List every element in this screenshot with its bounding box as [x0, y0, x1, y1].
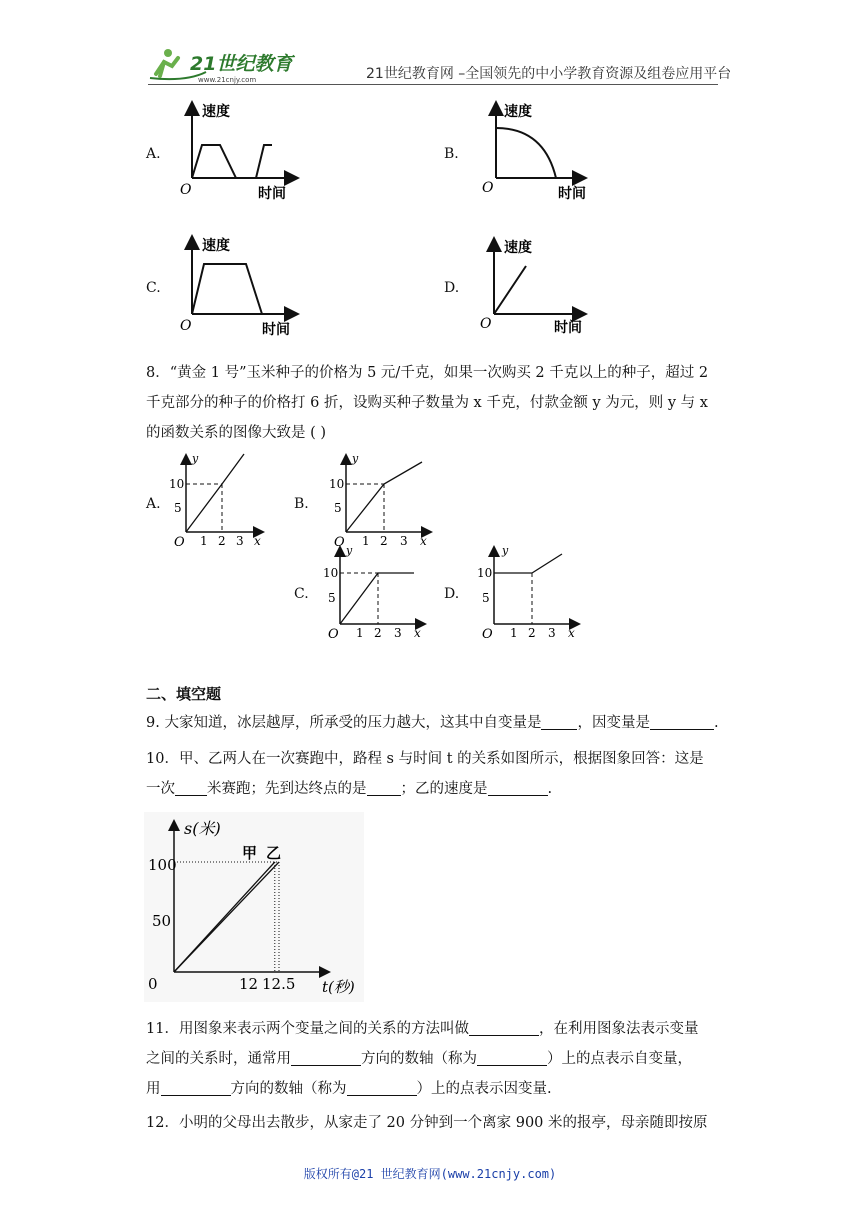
xtick-1: 1 — [362, 534, 370, 548]
q7-option-b-label: B. — [444, 146, 459, 162]
logo-text: 21世纪教育 — [190, 53, 293, 75]
xtick-2: 2 — [374, 626, 382, 640]
q9-question — [146, 708, 726, 738]
origin-label: O — [482, 627, 493, 640]
logo-url: www.21cnjy.com — [198, 76, 257, 84]
q11-line-2 — [146, 1044, 726, 1074]
section-title: 二、填空题 — [146, 685, 222, 703]
q8-line-3: 的函数关系的图像大致是 ( ) — [146, 425, 327, 441]
origin-label: O — [334, 535, 345, 548]
copyright-footer: 版权所有@21 世纪教育网(www.21cnjy.com) — [303, 1167, 557, 1181]
x-label: 时间 — [258, 186, 286, 202]
q10-line-1: 10．甲、乙两人在一次赛跑中，路程 s 与时间 t 的关系如图所示，根据图象回答：这是 — [146, 751, 704, 767]
ytick-5: 5 — [328, 591, 336, 605]
q10-text-b: 米赛跑；先到达终点的是 — [207, 781, 367, 797]
xtick-12-5: 12.5 — [262, 975, 296, 993]
header-divider — [148, 84, 718, 85]
q10-text-a: 一次 — [146, 781, 175, 797]
q11-text-a: 11．用图象来表示两个变量之间的关系的方法叫做 — [146, 1021, 469, 1037]
x-label: x — [414, 626, 421, 640]
speed-curve — [192, 264, 262, 314]
q7-graph-c — [176, 234, 316, 339]
y-label: 速度 — [504, 240, 532, 256]
q8-graph-c — [320, 544, 430, 640]
q10-text-c: ；乙的速度是 — [400, 781, 488, 797]
x-label: 时间 — [262, 322, 290, 338]
q11-line-3 — [146, 1074, 726, 1104]
q10-line-2 — [146, 774, 726, 804]
q8-graph-d — [474, 544, 584, 640]
q8-graph-a — [166, 452, 276, 548]
q9-text-b: ，因变量是 — [577, 715, 650, 731]
q7-option-d-label: D. — [444, 280, 460, 296]
speed-curve — [192, 145, 272, 178]
q10-text-d: . — [547, 781, 553, 797]
y-label: y — [352, 452, 359, 465]
q11-blank-4 — [161, 1079, 231, 1096]
q8-option-c-label: C. — [294, 586, 309, 602]
xtick-1: 1 — [200, 534, 208, 548]
q10-blank-3 — [488, 779, 548, 796]
series-label-jia: 甲 — [242, 844, 258, 862]
ytick-5: 5 — [334, 501, 342, 515]
q7-graph-a — [176, 100, 316, 205]
y-label: y — [346, 544, 353, 557]
q11-text-b: ，在利用图象法表示变量 — [538, 1021, 699, 1037]
q7-option-a-label: A. — [146, 146, 161, 162]
q8-option-a-label: A. — [146, 496, 161, 512]
q11-text-f: 用 — [146, 1081, 161, 1097]
q8-graph-b — [326, 452, 436, 548]
xtick-3: 3 — [236, 534, 244, 548]
y-label: 速度 — [202, 104, 230, 120]
q10-question — [146, 744, 726, 804]
x-axis-label: t(秒) — [322, 978, 355, 996]
y-label: y — [192, 452, 199, 465]
x-label: 时间 — [558, 186, 586, 202]
function-line — [186, 454, 244, 532]
x-label: x — [568, 626, 575, 640]
q7-graph-d — [474, 234, 614, 339]
q11-text-c: 之间的关系时，通常用 — [146, 1051, 291, 1067]
x-label: x — [420, 534, 427, 548]
xtick-3: 3 — [394, 626, 402, 640]
q9-blank-1 — [541, 713, 577, 730]
ytick-10: 10 — [323, 566, 339, 580]
speed-curve — [496, 128, 556, 178]
ytick-10: 10 — [477, 566, 493, 580]
q9-blank-2 — [650, 713, 714, 730]
xtick-3: 3 — [400, 534, 408, 548]
q11-question — [146, 1014, 726, 1104]
q10-blank-1 — [175, 779, 207, 796]
q12-question: 12．小明的父母出去散步，从家走了 20 分钟到一个离家 900 米的报亭，母亲随即按原 — [146, 1115, 708, 1131]
q11-blank-1 — [469, 1019, 539, 1036]
q8-option-d-label: D. — [444, 586, 460, 602]
xtick-1: 1 — [356, 626, 364, 640]
site-name: 21世纪教育网 –全国领先的中小学教育资源及组卷应用平台 — [366, 66, 732, 82]
y-label: 速度 — [202, 238, 230, 254]
xtick-12: 12 — [239, 975, 259, 993]
y-label: y — [502, 544, 509, 557]
function-line — [340, 573, 414, 624]
series-label-yi: 乙 — [266, 844, 282, 862]
y-label: 速度 — [504, 104, 532, 120]
q8-question — [146, 358, 726, 448]
q11-line-1 — [146, 1014, 726, 1044]
origin-label: O — [180, 182, 192, 198]
race-chart — [144, 812, 364, 1002]
q8-line-2: 千克部分的种子的价格打 6 折，设购买种子数量为 x 千克，付款金额 y 为元，则 y 与 x — [146, 395, 708, 411]
q11-blank-2 — [291, 1049, 361, 1066]
xtick-2: 2 — [528, 626, 536, 640]
q11-text-h: ）上的点表示因变量. — [416, 1081, 552, 1097]
ytick-10: 10 — [329, 477, 345, 491]
q10-blank-2 — [367, 779, 401, 796]
q7-option-c-label: C. — [146, 280, 161, 296]
ytick-50: 50 — [152, 912, 172, 930]
q11-text-e: ）上的点表示自变量， — [547, 1051, 692, 1067]
q9-text-a: 9. 大家知道，冰层越厚，所承受的压力越大，这其中自变量是 — [146, 715, 542, 731]
ytick-100: 100 — [148, 856, 177, 874]
xtick-2: 2 — [380, 534, 388, 548]
xtick-2: 2 — [218, 534, 226, 548]
origin-label: O — [328, 627, 339, 640]
ytick-5: 5 — [482, 591, 490, 605]
x-label: 时间 — [554, 320, 582, 336]
origin-label: O — [174, 535, 185, 548]
ytick-5: 5 — [174, 501, 182, 515]
q11-text-d: 方向的数轴（称为 — [361, 1051, 477, 1067]
q11-blank-3 — [477, 1049, 547, 1066]
x-label: x — [254, 534, 261, 548]
q7-graph-b — [474, 100, 614, 205]
origin-label: O — [482, 180, 494, 196]
xtick-1: 1 — [510, 626, 518, 640]
origin-label: 0 — [148, 975, 158, 993]
xtick-3: 3 — [548, 626, 556, 640]
y-axis-label: s(米) — [184, 819, 221, 838]
origin-label: O — [480, 316, 492, 332]
q11-blank-5 — [347, 1079, 417, 1096]
q8-line-1: 8．“黄金 1 号”玉米种子的价格为 5 元/千克，如果一次购买 2 千克以上的种子，超过 2 — [146, 365, 709, 381]
speed-curve — [494, 266, 526, 314]
ytick-10: 10 — [169, 477, 185, 491]
q9-text-c: . — [713, 715, 719, 731]
q11-text-g: 方向的数轴（称为 — [230, 1081, 347, 1097]
q8-option-b-label: B. — [294, 496, 309, 512]
origin-label: O — [180, 318, 192, 334]
